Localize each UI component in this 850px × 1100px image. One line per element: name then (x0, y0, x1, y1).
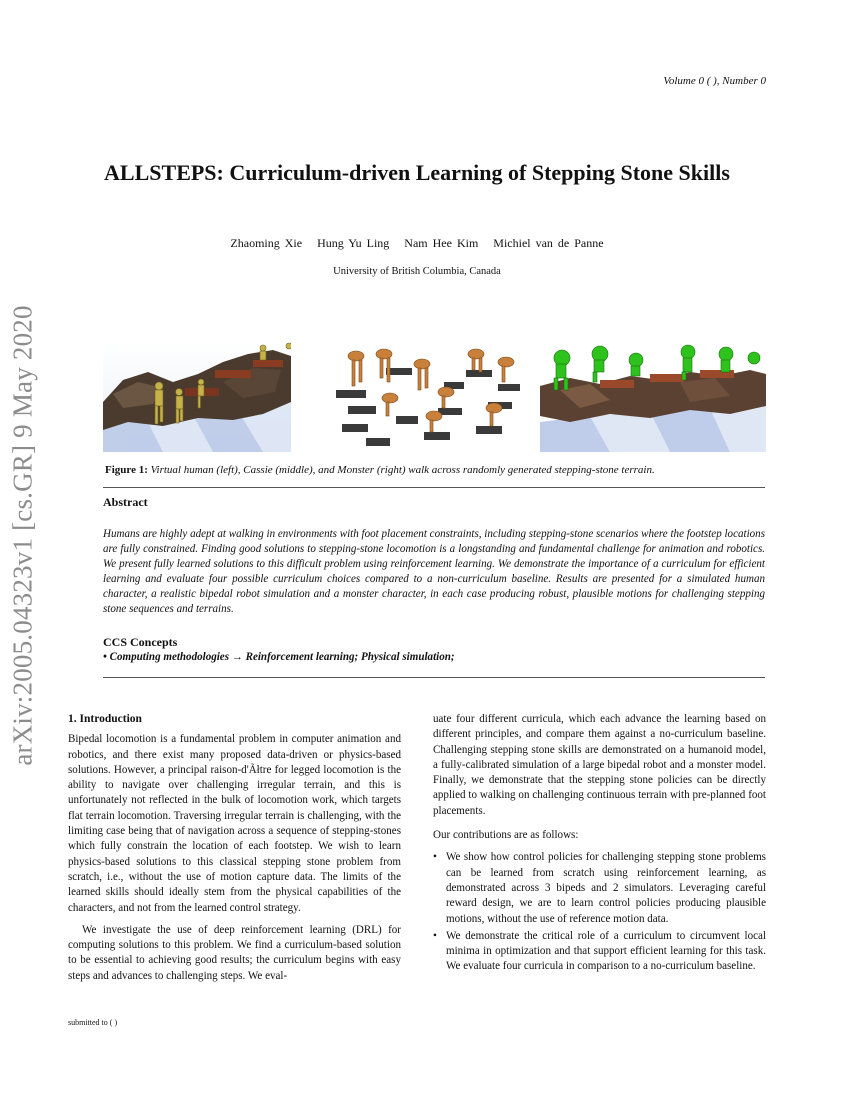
running-head: Volume 0 ( ), Number 0 (663, 75, 766, 87)
figure-panel-monster (540, 342, 766, 452)
paper-title: ALLSTEPS: Curriculum-driven Learning of Stepping Stone Skills (104, 160, 730, 185)
cassie-scene-image (326, 342, 530, 452)
intro-paragraph-2-continued: uate four different curricula, which each advance the learning based on different principles, and compare them against a no-curriculum baseline. Challenging stepping stone skills are demonstrated on a humanoid model, a fully-calibrated simulation of a large bipedal robot and a monster model. Finally, we demonstrate that the stepping stone policies can be directly applied to walking on challenging continuous terrain with pre-planned foot placements. (433, 713, 766, 817)
affiliation: University of British Columbia, Canada (333, 266, 501, 277)
abstract-heading: Abstract (103, 495, 148, 509)
figure-panel-cassie (326, 342, 530, 452)
list-item (433, 850, 766, 926)
right-column (433, 712, 766, 977)
human-scene-image (103, 342, 291, 452)
intro-paragraph-1: Bipedal locomotion is a fundamental problem in computer animation and robotics, and there exist many proposed data-driven or physics-based solutions. However, a principal raison-d'Ãłtre for legged locomotion is the ability to navigate over challenging irregular terrain, and this is unfortunately not reflected in the bulk of locomotion work, which targets flat terrain locomotion. Traversing irregular terrain is challenging, with the limiting case being that of navigation across a sequence of stepping-stones which fully constrain the location of each footstep. We wish to learn physics-based solutions to this classical stepping stone problem from scratch, i.e., without the use of motion capture data. The limits of the learned skills should ideally stem from the physical capabilities of the characters, and not from the learned control strategy. (68, 733, 401, 914)
bullet-icon: • (433, 851, 437, 864)
monster-scene-image (540, 342, 766, 452)
ccs-heading: CCS Concepts (103, 635, 178, 649)
list-item (433, 929, 766, 975)
left-column (68, 712, 401, 984)
bullet-icon: • (433, 929, 437, 942)
intro-paragraph-2: We investigate the use of deep reinforcement learning (DRL) for computing solutions to this problem. We find a curriculum-based solution to be essential to achieving good results; the curriculum begins with easy steps and advances to challenging steps. We eval- (68, 923, 401, 982)
contributions-intro: Our contributions are as follows: (433, 829, 579, 842)
abstract-bottom-rule (103, 677, 765, 678)
author-name: Michiel van de Panne (493, 236, 604, 250)
author-name: Zhaoming Xie (230, 236, 303, 250)
figure-caption (105, 464, 655, 476)
figure-caption-text: Virtual human (left), Cassie (middle), and Monster (right) walk across randomly generated stepping-stone terrain. (150, 464, 655, 476)
page-footer: submitted to ( ) (68, 1018, 118, 1027)
abstract-top-rule (103, 487, 765, 488)
section-heading-introduction: 1. Introduction (68, 713, 142, 725)
figure-label: Figure 1: (105, 464, 148, 476)
abstract-text: Humans are highly adept at walking in environments with foot placement constraints, including stepping-stone scenarios where the footstep locations are fully constrained. Finding good solutions to stepping-stone locomotion is a longstanding and fundamental challenge for animation and robotics. We present fully learned solutions to this difficult problem using reinforcement learning. We demonstrate the importance of a curriculum for efficient learning and evaluate four possible curriculum choices compared to a non-curriculum baseline. Results are presented for a simulated human character, a realistic bipedal robot simulation and a monster character, in each case producing robust, plausible motions for challenging stepping stone sequences and terrains. (103, 528, 765, 615)
contribution-text: We show how control policies for challenging stepping stone problems can be learned from scratch using reinforcement learning, as demonstrated across 3 bipeds and 2 simulators. Leveraging careful reward design, we are to learn control policies producing plausible motions, without the use of reference motion data. (446, 851, 766, 925)
contributions-list (433, 850, 766, 974)
figure-panel-human (103, 342, 291, 452)
author-name: Hung Yu Ling (317, 236, 390, 250)
arxiv-stamp-text: arXiv:2005.04323v1 [cs.GR] 9 May 2020 (7, 304, 38, 766)
arxiv-stamp (3, 290, 43, 780)
author-list (0, 236, 834, 251)
contribution-text: We demonstrate the critical role of a curriculum to circumvent local minima in optimization and that support efficient learning for this task. We evaluate four curricula in comparison to a no-curriculum baseline. (446, 929, 766, 973)
author-name: Nam Hee Kim (404, 236, 479, 250)
ccs-concepts: • Computing methodologies → Reinforcement learning; Physical simulation; (103, 651, 455, 663)
